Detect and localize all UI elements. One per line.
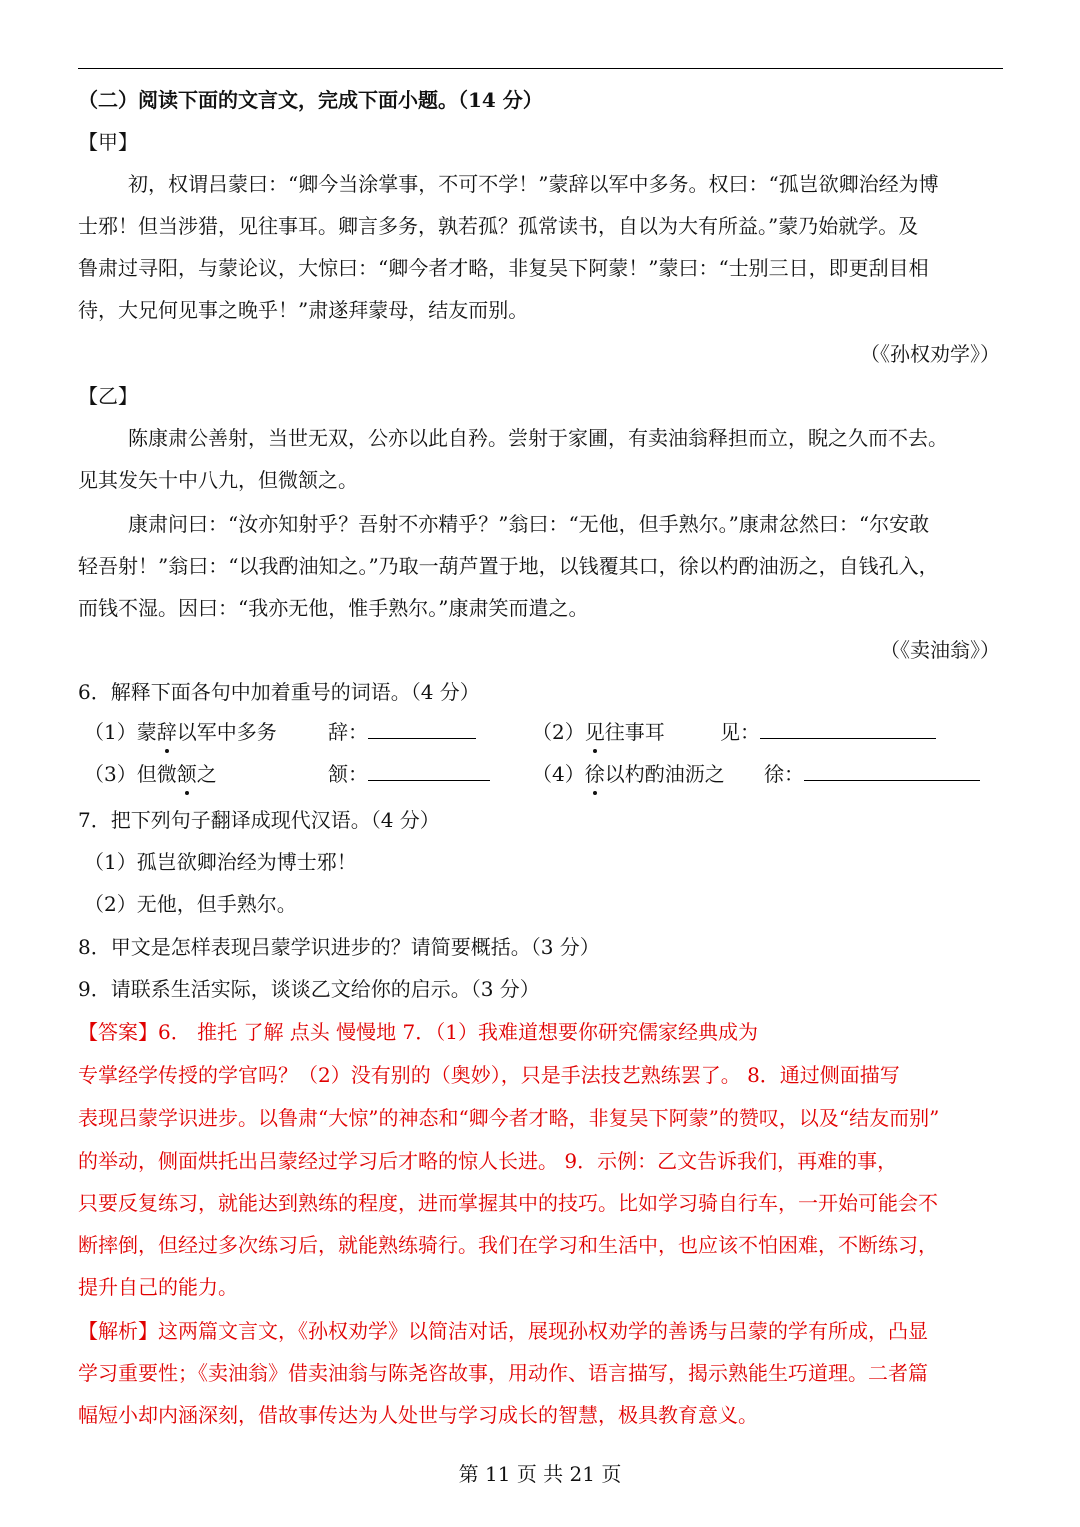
answer-blank [760,718,936,739]
answer-line: 的举动，侧面烘托出吕蒙经过学习后才略的惊人长进。 9．示例：乙文告诉我们，再难的事， [78,1149,898,1173]
answer-line: 断摔倒，但经过多次练习后，就能熟练骑行。我们在学习和生活中，也应该不怕困难，不断练习， [78,1233,938,1257]
passage-b-line: 而钱不湿。因曰：“我亦无他，惟手熟尔。”康肃笑而遣之。 [78,596,589,620]
q6-item-3: （3）但微颔之 [84,762,217,786]
passage-b-source: （《卖油翁》） [880,638,1000,662]
section-title: （二）阅读下面的文言文，完成下面小题。（14 分） [78,88,543,112]
answer-line: 【答案】6． 推托 了解 点头 慢慢地 7．（1）我难道想要你研究儒家经典成为 [78,1020,758,1044]
analysis-line: 幅短小却内涵深刻，借故事传达为人处世与学习成长的智慧，极具教育意义。 [78,1403,758,1427]
passage-a-line: 鲁肃过寻阳，与蒙论议，大惊曰：“卿今者才略，非复吴下阿蒙！”蒙曰：“士别三日，即更刮目相 [78,256,929,280]
page-footer: 第 11 页 共 21 页 [458,1462,622,1486]
q6-item-4: （4）徐以杓酌油沥之 [532,762,725,786]
passage-a-line: 待，大兄何见事之晚乎！”肃遂拜蒙母，结友而别。 [78,298,529,322]
q6-item-2: （2）见往事耳 [532,720,665,744]
answer-line: 只要反复练习，就能达到熟练的程度，进而掌握其中的技巧。比如学习骑自行车，一开始可能会不 [78,1191,938,1215]
question-9: 9．请联系生活实际，谈谈乙文给你的启示。（3 分） [78,977,540,1001]
analysis-line: 学习重要性；《卖油翁》借卖油翁与陈尧咨故事，用动作、语言描写，揭示熟能生巧道理。二者篇 [78,1361,928,1385]
passage-b-line: 陈康肃公善射，当世无双，公亦以此自矜。尝射于家圃，有卖油翁释担而立，睨之久而不去。 [128,426,948,450]
passage-b-label: 【乙】 [78,384,138,408]
q7-item-2: （2）无他，但手熟尔。 [84,892,297,916]
passage-b-line: 康肃问曰：“汝亦知射乎？吾射不亦精乎？”翁曰：“无他，但手熟尔。”康肃忿然曰：“尔安敢 [128,512,930,536]
passage-b-line: 轻吾射！”翁曰：“以我酌油知之。”乃取一葫芦置于地，以钱覆其口，徐以杓酌油沥之，自钱孔入， [78,554,939,578]
q7-item-1: （1）孤岂欲卿治经为博士邪！ [84,850,357,874]
question-8: 8．甲文是怎样表现吕蒙学识进步的？请简要概括。（3 分） [78,935,600,959]
question-7-stem: 7．把下列句子翻译成现代汉语。（4 分） [78,808,440,832]
q6-answer-2[interactable]: 见： [720,718,936,746]
passage-b-line: 见其发矢十中八九，但微颔之。 [78,468,358,492]
answer-line: 提升自己的能力。 [78,1275,238,1299]
emphasis-word: 徐 [584,762,605,786]
q6-item-1: （1）蒙辞以军中多务 [84,720,277,744]
question-6-stem: 6．解释下面各句中加着重号的词语。（4 分） [78,680,480,704]
passage-a-line: 初，权谓吕蒙曰：“卿今当涂掌事，不可不学！”蒙辞以军中多务。权曰：“孤岂欲卿治经为博 [128,172,939,196]
answer-blank [804,760,980,781]
passage-a-label: 【甲】 [78,130,138,154]
q6-answer-3[interactable]: 颔： [328,760,490,788]
answer-blank [368,718,476,739]
passage-a-line: 士邪！但当涉猎，见往事耳。卿言多务，孰若孤？孤常读书，自以为大有所益。”蒙乃始就学。及 [78,214,919,238]
q6-answer-1[interactable]: 辞： [328,718,476,746]
analysis-line: 【解析】这两篇文言文，《孙权劝学》以简洁对话，展现孙权劝学的善诱与吕蒙的学有所成，凸显 [78,1319,928,1343]
emphasis-word: 见 [584,720,605,744]
passage-a-source: （《孙权劝学》） [860,342,1000,366]
answer-line: 表现吕蒙学识进步。以鲁肃“大惊”的神态和“卿今者才略，非复吴下阿蒙”的赞叹，以及“结友而别” [78,1106,940,1130]
emphasis-word: 颔 [176,762,197,786]
answer-line: 专掌经学传授的学官吗？（2）没有别的（奥妙），只是手法技艺熟练罢了。 8．通过侧面描写 [78,1063,900,1087]
emphasis-word: 辞 [156,720,177,744]
answer-blank [368,760,490,781]
q6-answer-4[interactable]: 徐： [764,760,980,788]
top-rule [78,68,1003,69]
